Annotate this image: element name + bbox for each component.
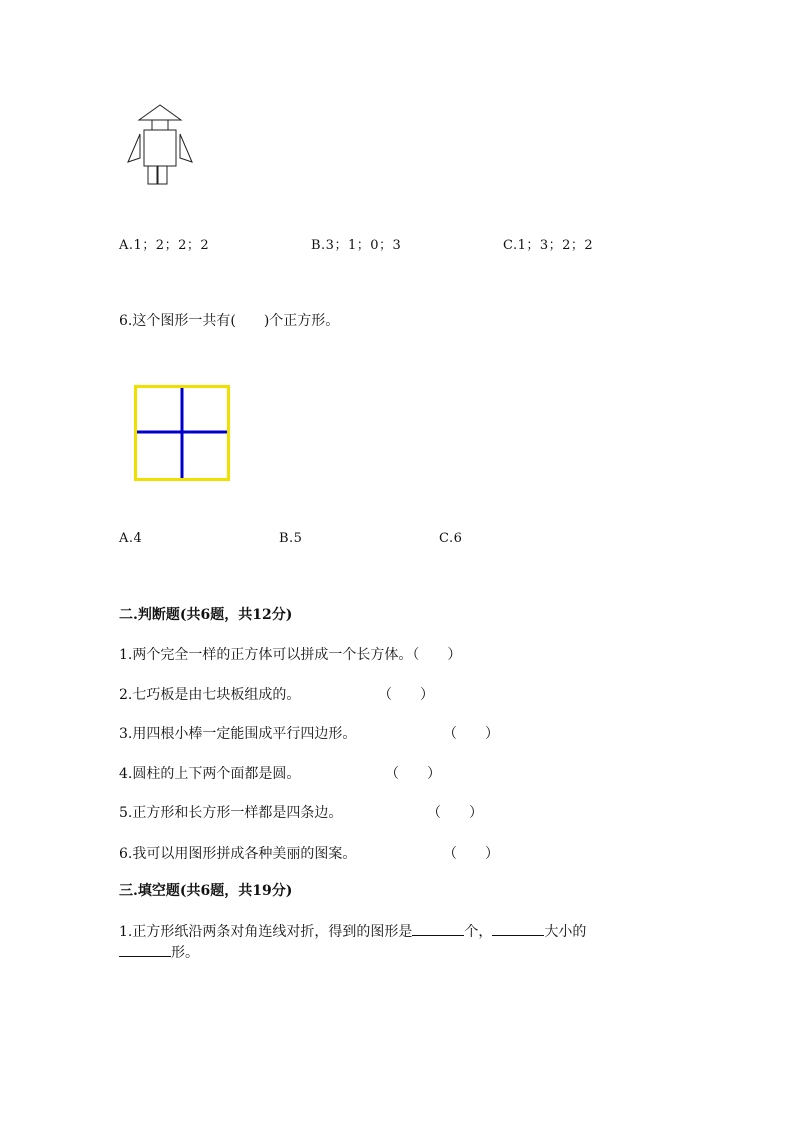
section3-heading: 三.填空题(共6题，共19分) bbox=[119, 883, 293, 899]
s3-item-1-end: 形。 bbox=[171, 945, 199, 961]
s2-item-3-paren: （ ） bbox=[443, 726, 499, 742]
q6-question: 6.这个图形一共有( )个正方形。 bbox=[119, 313, 340, 329]
q5-option-c: C.1；3；2；2 bbox=[503, 238, 594, 253]
q6-option-a: A.4 bbox=[119, 531, 143, 546]
q6-option-c: C.6 bbox=[439, 531, 463, 546]
robot-body bbox=[144, 130, 176, 166]
s3-item-1-line2 bbox=[119, 942, 199, 962]
s2-item-4: 4.圆柱的上下两个面都是圆。 bbox=[119, 766, 301, 782]
robot-right-leg bbox=[158, 166, 167, 184]
s3-item-1-mid2: 大小的 bbox=[544, 924, 587, 940]
robot-right-arm bbox=[180, 134, 192, 162]
s3-item-1-prefix: 1.正方形纸沿两条对角连线对折，得到的图形是 bbox=[119, 924, 413, 940]
robot-head bbox=[152, 120, 168, 130]
s2-item-5: 5.正方形和长方形一样都是四条边。 bbox=[119, 805, 343, 821]
s3-item-1-mid1: 个， bbox=[464, 924, 493, 940]
robot-figure bbox=[120, 100, 200, 190]
s2-item-2: 2.七巧板是由七块板组成的。 bbox=[119, 687, 301, 703]
section2-heading: 二.判断题(共6题，共12分) bbox=[119, 607, 293, 623]
s2-item-5-paren: （ ） bbox=[427, 805, 483, 821]
s2-item-1: 1.两个完全一样的正方体可以拼成一个长方体。（ ） bbox=[119, 647, 462, 663]
s3-item-1-line1 bbox=[119, 921, 586, 941]
q5-option-a: A.1；2；2；2 bbox=[119, 238, 210, 253]
s2-item-6-paren: （ ） bbox=[443, 846, 499, 862]
q6-option-b: B.5 bbox=[279, 531, 303, 546]
answer-blank-3[interactable] bbox=[119, 942, 171, 957]
robot-hat bbox=[139, 105, 181, 120]
q5-option-b: B.3；1；0；3 bbox=[311, 238, 402, 253]
square-grid-figure bbox=[134, 385, 230, 481]
s2-item-2-paren: （ ） bbox=[378, 687, 434, 703]
robot-left-leg bbox=[148, 166, 157, 184]
s2-item-3: 3.用四根小棒一定能围成平行四边形。 bbox=[119, 726, 357, 742]
robot-left-arm bbox=[128, 134, 140, 162]
answer-blank-2[interactable] bbox=[492, 921, 544, 936]
s2-item-6: 6.我可以用图形拼成各种美丽的图案。 bbox=[119, 846, 357, 862]
s2-item-4-paren: （ ） bbox=[385, 766, 441, 782]
answer-blank-1[interactable] bbox=[412, 921, 464, 936]
